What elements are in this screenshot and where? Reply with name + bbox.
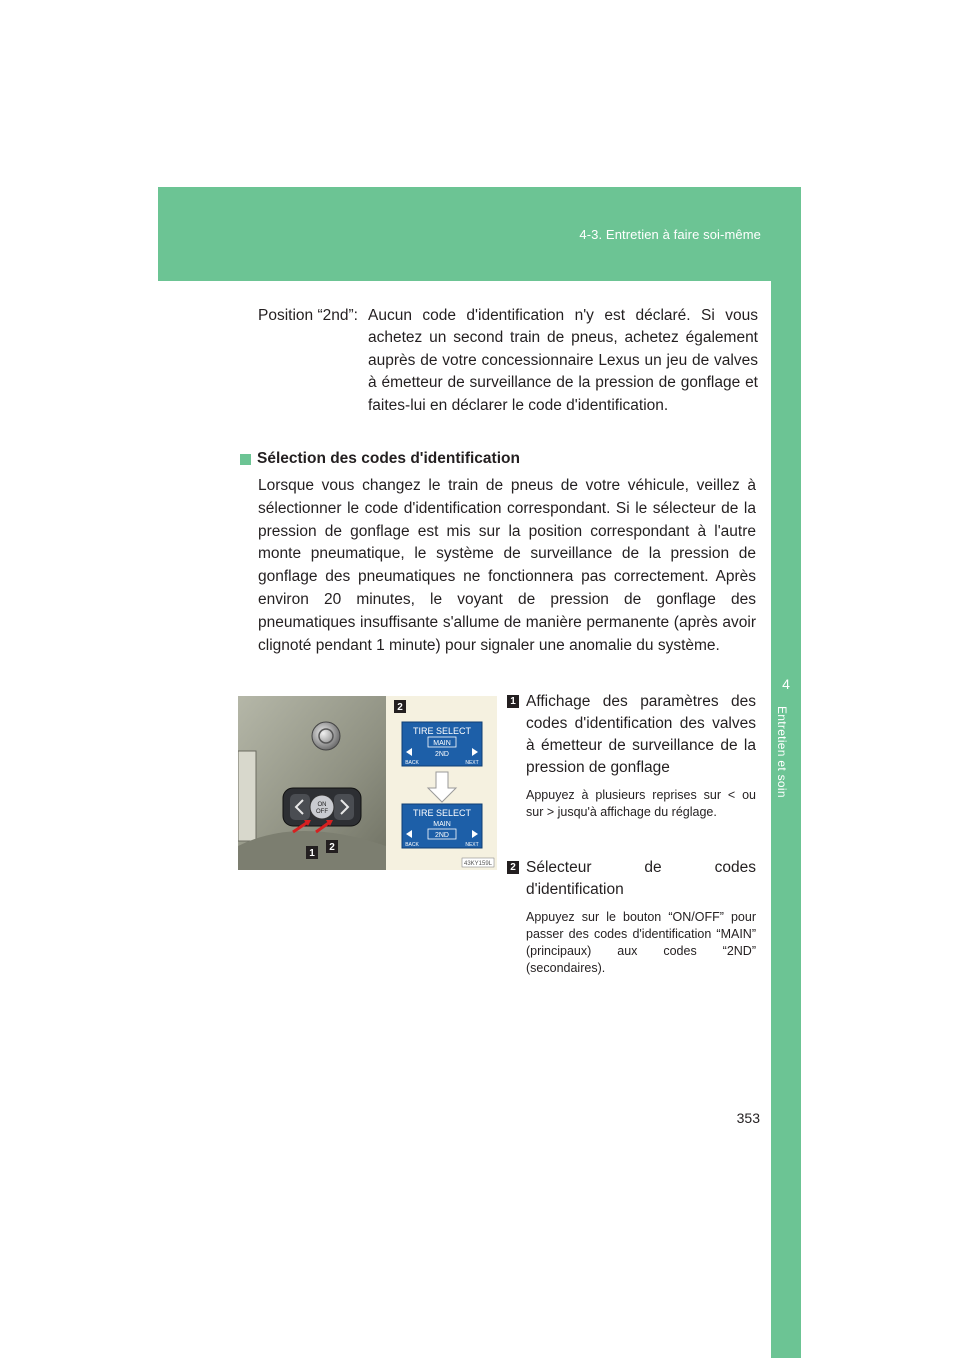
position-description: Aucun code d'identification n'y est déclaré. Si vous achetez un second train de pneus, achetez également auprès de votre concessionnaire Lexus un jeu de valves à émetteur de surveillance de la pression de gonflage et faites-lui en déclarer le code d'identification. <box>368 307 758 414</box>
svg-text:TIRE SELECT: TIRE SELECT <box>412 726 472 736</box>
callout-2-note: Appuyez sur le bouton “ON/OFF” pour passer des codes d'identification “MAIN” (principaux) aux codes “2ND” (secondaires). <box>526 910 756 975</box>
callout-1-note: Appuyez à plusieurs reprises sur < ou sur > jusqu'à affichage du réglage. <box>526 788 756 819</box>
svg-text:NEXT: NEXT <box>465 842 479 848</box>
body-paragraph: Lorsque vous changez le train de pneus de votre véhicule, veillez à sélectionner le code d'identification correspondant. Si le sélecteur de la pression de gonflage est mis sur la position correspondant à l'autre monte pneumatique, le système de surveillance de la pression de gonflage des pneumatiques ne fonctionnera pas correctement. Après environ 20 minutes, le voyant de pression de gonflage des pneumatiques insuffisante s'allume de manière permanente (après avoir clignoté pendant 1 minute) pour signaler une anomalie du système. <box>258 477 756 654</box>
callout-2-title: Sélecteur de codes d'identification <box>526 859 756 898</box>
header-band <box>158 187 801 281</box>
chapter-tab <box>771 281 801 1358</box>
svg-text:1: 1 <box>309 848 315 859</box>
tire-select-illustration <box>238 696 497 870</box>
svg-text:TIRE SELECT: TIRE SELECT <box>412 808 472 818</box>
switch-off-label: OFF <box>316 809 328 815</box>
svg-text:2ND: 2ND <box>434 751 450 758</box>
section-heading-text: Sélection des codes d'identification <box>257 450 520 467</box>
dial-knob-icon <box>312 722 340 750</box>
callout-1-title: Affichage des paramètres des codes d'identification des valves à émetteur de surveillance de la pression de gonflage <box>526 693 756 776</box>
svg-text:2ND: 2ND <box>434 832 450 839</box>
position-definition <box>258 305 758 417</box>
screen-after <box>402 804 482 848</box>
svg-text:2: 2 <box>329 842 335 853</box>
figure-photo <box>238 696 497 870</box>
svg-text:MAIN: MAIN <box>433 740 451 747</box>
callout-2 <box>526 857 756 977</box>
callout-1 <box>526 691 756 821</box>
right-arrow-button <box>334 794 354 820</box>
svg-text:2: 2 <box>397 702 403 713</box>
svg-text:BACK: BACK <box>405 842 419 848</box>
svg-text:NEXT: NEXT <box>465 760 479 766</box>
left-arrow-button <box>290 794 310 820</box>
section-heading <box>240 450 520 468</box>
page-number: 353 <box>736 1110 760 1126</box>
callout-number-2: 2 <box>507 861 519 874</box>
svg-text:BACK: BACK <box>405 760 419 766</box>
chapter-number: 4 <box>782 676 790 692</box>
screen-before <box>402 722 482 766</box>
svg-text:MAIN: MAIN <box>433 821 451 828</box>
callout-number-1: 1 <box>507 695 519 708</box>
heading-bullet-icon <box>240 454 251 465</box>
chapter-label: Entretien et soin <box>775 706 789 798</box>
figure-code: 43KY159L <box>463 861 493 867</box>
switch-on-label: ON <box>317 802 327 808</box>
section-title: 4-3. Entretien à faire soi-même <box>579 227 761 242</box>
position-term: Position “2nd”: <box>258 307 358 324</box>
